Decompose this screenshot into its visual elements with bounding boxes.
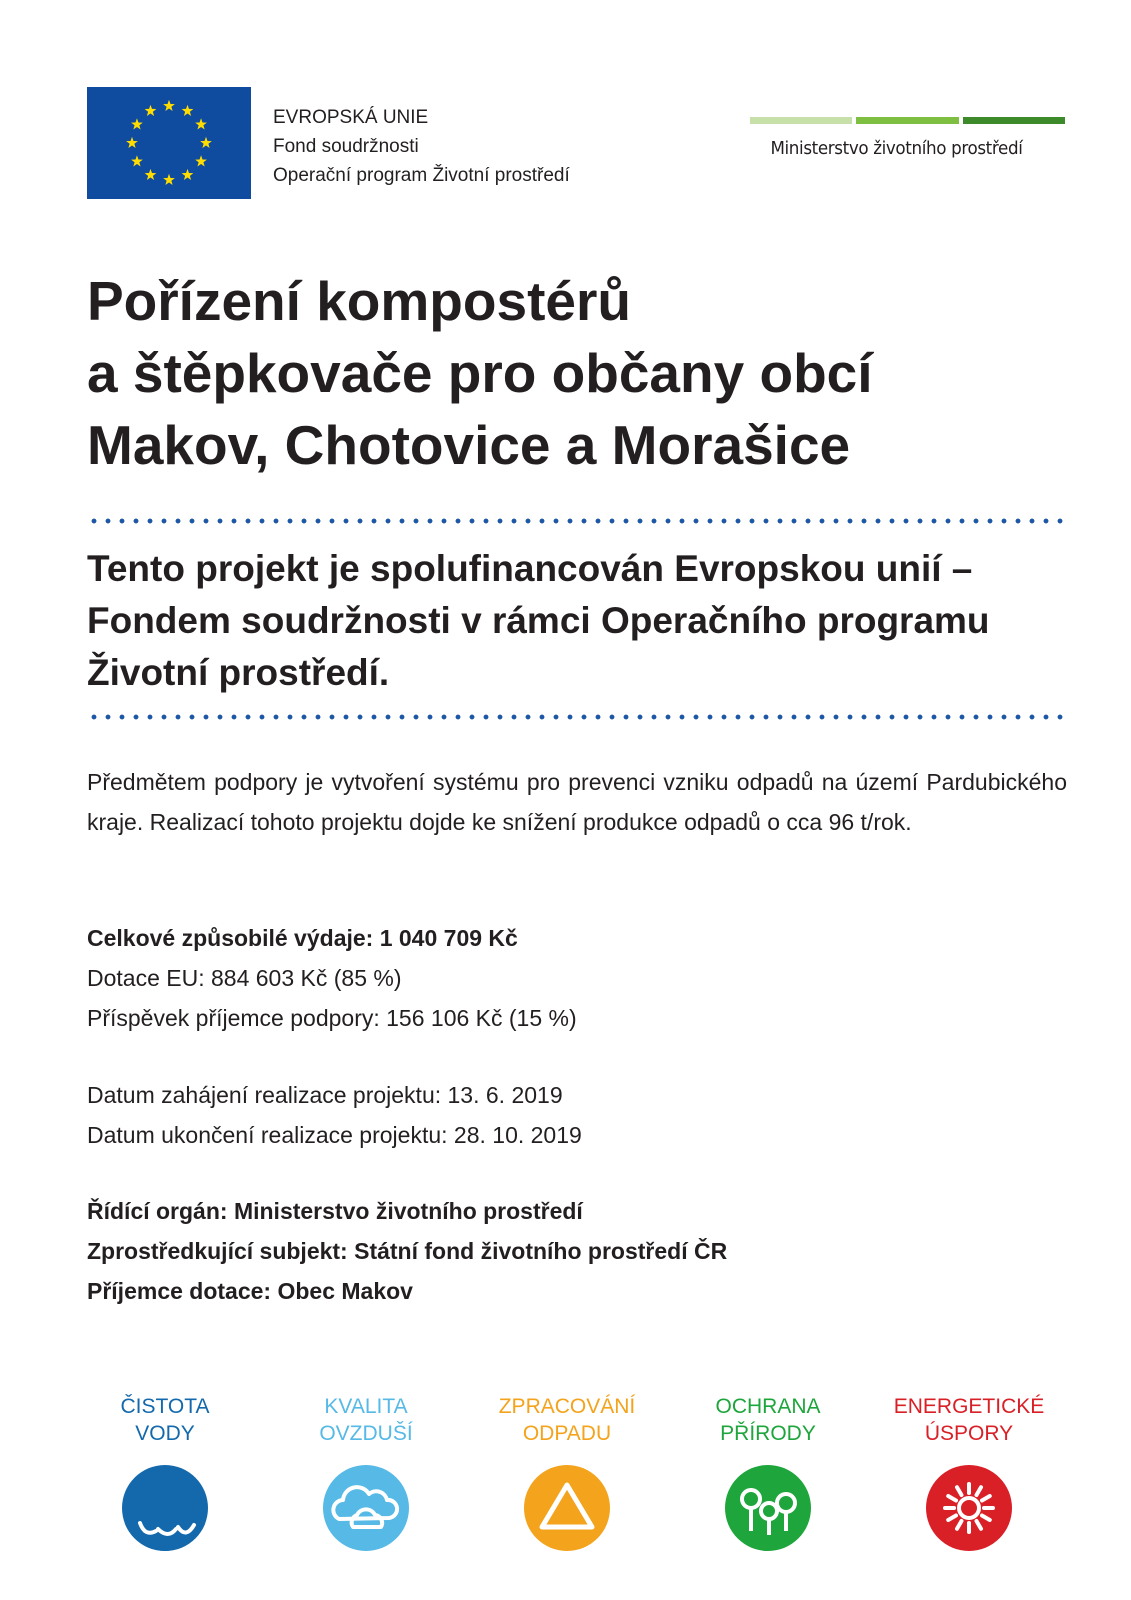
eu-star-icon: [131, 155, 143, 166]
ministry-logo: [750, 117, 1065, 159]
eu-star-icon: [145, 105, 157, 116]
sun-ray-icon: [982, 1496, 990, 1501]
title-line-2: a štěpkovače pro občany obcí: [87, 342, 873, 404]
eu-star-icon: [145, 169, 157, 180]
nature-icon: [725, 1465, 811, 1551]
managing-authority: Řídící orgán: Ministerstvo životního prostředí: [87, 1198, 583, 1224]
eu-star-icon: [126, 137, 138, 148]
sun-ray-icon: [977, 1487, 982, 1495]
eu-subsidy: Dotace EU: 884 603 Kč (85 %): [87, 965, 402, 991]
ministry-logo-bars: [750, 117, 1065, 124]
eu-program-text: [273, 103, 570, 190]
priority-waste-label: [482, 1393, 652, 1447]
air-icon: [323, 1465, 409, 1551]
eu-star-icon: [182, 169, 194, 180]
priority-nature-line2: PŘÍRODY: [720, 1422, 816, 1445]
subsidy-recipient: Příjemce dotace: Obec Makov: [87, 1278, 413, 1304]
priority-water-line1: ČISTOTA: [120, 1395, 210, 1418]
eu-star-icon: [163, 174, 175, 185]
sun-ray-icon: [957, 1521, 962, 1529]
subtitle-line-3: Životní prostředí.: [87, 652, 390, 693]
ministry-name: Ministerstvo životního prostředí: [770, 138, 1023, 159]
dotted-divider-top: [87, 518, 1067, 524]
start-date: Datum zahájení realizace projektu: 13. 6. 2019: [87, 1082, 563, 1108]
total-expenses: Celkové způsobilé výdaje: 1 040 709 Kč: [87, 925, 518, 951]
priority-nature-line1: OCHRANA: [715, 1395, 821, 1418]
end-date: Datum ukončení realizace projektu: 28. 10. 2019: [87, 1122, 582, 1148]
finance-section: [87, 918, 1067, 1038]
priority-waste: [482, 1393, 652, 1551]
energy-icon: [926, 1465, 1012, 1551]
priority-air-line1: KVALITA: [324, 1395, 408, 1418]
ministry-bar-light: [750, 117, 852, 124]
eu-stars-icon: [87, 87, 251, 199]
eu-star-icon: [163, 100, 175, 111]
priority-icons: [95, 1393, 1070, 1563]
eu-star-icon: [182, 105, 194, 116]
eu-star-icon: [131, 118, 143, 129]
eu-star-icon: [200, 137, 212, 148]
bodies-section: [87, 1191, 1067, 1311]
priority-water: [80, 1393, 250, 1551]
priority-air-line2: OVZDUŠÍ: [319, 1422, 413, 1445]
ministry-bar-mid: [856, 117, 958, 124]
priority-energy: [884, 1393, 1054, 1551]
intermediary-body: Zprostředkující subjekt: Státní fond životního prostředí ČR: [87, 1238, 728, 1264]
eu-star-icon: [195, 118, 207, 129]
priority-air-label: [281, 1393, 451, 1447]
eu-flag-logo: [87, 87, 251, 199]
sun-ray-icon: [977, 1521, 982, 1529]
priority-waste-line1: ZPRACOVÁNÍ: [498, 1395, 636, 1418]
priority-water-line2: VODY: [135, 1422, 195, 1445]
cofinancing-statement: [87, 543, 1067, 699]
priority-air: [281, 1393, 451, 1551]
priority-nature: [683, 1393, 853, 1551]
priority-energy-line1: ENERGETICKÉ: [893, 1395, 1045, 1418]
subtitle-line-1: Tento projekt je spolufinancován Evropskou unií –: [87, 548, 973, 589]
sun-ray-icon: [948, 1516, 956, 1521]
water-icon: [122, 1465, 208, 1551]
sun-ray-icon: [948, 1496, 956, 1501]
title-line-3: Makov, Chotovice a Morašice: [87, 414, 851, 476]
dates-section: [87, 1075, 1067, 1155]
eu-line-2: Fond soudržnosti: [273, 136, 419, 157]
priority-energy-line2: ÚSPORY: [924, 1422, 1014, 1445]
dotted-divider-bottom: [87, 714, 1067, 720]
subtitle-line-2: Fondem soudržnosti v rámci Operačního programu: [87, 600, 990, 641]
ministry-bar-dark: [963, 117, 1065, 124]
waste-icon: [524, 1465, 610, 1551]
priority-nature-label: [683, 1393, 853, 1447]
priority-energy-label: [884, 1393, 1054, 1447]
title-line-1: Pořízení kompostérů: [87, 270, 631, 332]
eu-star-icon: [195, 155, 207, 166]
priority-waste-line2: ODPADU: [522, 1422, 612, 1445]
eu-line-1: EVROPSKÁ UNIE: [273, 107, 429, 128]
eu-line-3: Operační program Životní prostředí: [273, 165, 570, 186]
project-title: [87, 265, 1067, 481]
project-description: Předmětem podpory je vytvoření systému pro prevenci vzniku odpadů na území Pardubického kraje. Realizací tohoto projektu dojde ke snížení produkce odpadů o cca 96 t/rok.: [87, 769, 1067, 835]
sun-ray-icon: [982, 1516, 990, 1521]
recipient-contribution: Příspěvek příjemce podpory: 156 106 Kč (15 %): [87, 1005, 577, 1031]
sun-ray-icon: [957, 1487, 962, 1495]
priority-water-label: [80, 1393, 250, 1447]
